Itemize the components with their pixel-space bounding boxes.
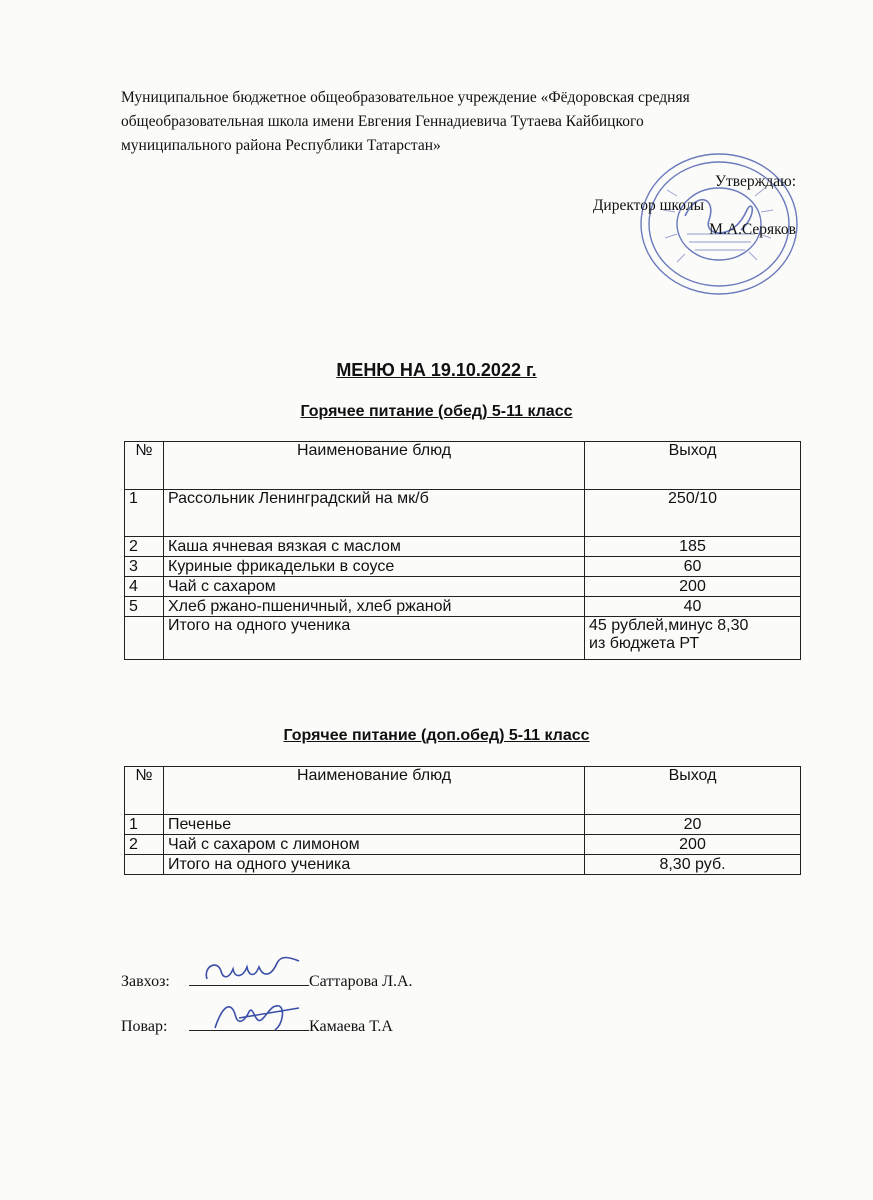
total-label: Итого на одного ученика xyxy=(164,617,585,660)
approval-block xyxy=(593,170,796,242)
total-row xyxy=(125,855,801,875)
dish-name: Каша ячневая вязкая с маслом xyxy=(164,537,585,557)
approval-label: Утверждаю: xyxy=(715,173,796,190)
total-empty-cell xyxy=(125,617,164,660)
signature-supply-manager xyxy=(121,971,413,991)
dish-output: 185 xyxy=(585,537,801,557)
dish-output: 20 xyxy=(585,815,801,835)
extra-lunch-table xyxy=(124,766,801,875)
row-number: 2 xyxy=(125,537,164,557)
table-row xyxy=(125,577,801,597)
row-number: 3 xyxy=(125,557,164,577)
lunch-table xyxy=(124,441,801,660)
table-row xyxy=(125,597,801,617)
col-number-header: № xyxy=(125,767,164,815)
dish-name: Чай с сахаром xyxy=(164,577,585,597)
org-line-1: Муниципальное бюджетное общеобразовательное учреждение «Фёдоровская средняя xyxy=(121,89,690,106)
total-empty-cell xyxy=(125,855,164,875)
dish-name: Куриные фрикадельки в соусе xyxy=(164,557,585,577)
total-value: 8,30 руб. xyxy=(585,855,801,875)
col-name-header: Наименование блюд xyxy=(164,767,585,815)
menu-title: МЕНЮ НА 19.10.2022 г. xyxy=(336,360,537,380)
director-name: М.А.Серяков xyxy=(709,221,796,238)
signature-line xyxy=(189,971,309,986)
org-line-2: общеобразовательная школа имени Евгения Геннадиевича Тутаева Кайбицкого xyxy=(121,113,644,130)
col-output-header: Выход xyxy=(585,767,801,815)
dish-output: 60 xyxy=(585,557,801,577)
total-row xyxy=(125,617,801,660)
handwritten-signature-icon xyxy=(209,994,309,1034)
lunch-heading: Горячее питание (обед) 5-11 класс xyxy=(300,403,573,420)
signature-name: Саттарова Л.А. xyxy=(309,973,413,990)
col-name-header: Наименование блюд xyxy=(164,442,585,490)
row-number: 2 xyxy=(125,835,164,855)
row-number: 1 xyxy=(125,490,164,537)
dish-name: Хлеб ржано-пшеничный, хлеб ржаной xyxy=(164,597,585,617)
table-row xyxy=(125,835,801,855)
extra-lunch-heading: Горячее питание (доп.обед) 5-11 класс xyxy=(283,727,590,744)
table-row xyxy=(125,557,801,577)
dish-name: Чай с сахаром с лимоном xyxy=(164,835,585,855)
row-number: 5 xyxy=(125,597,164,617)
org-line-3: муниципального района Республики Татарстан» xyxy=(121,137,441,154)
total-value-line-1: 45 рублей,минус 8,30 xyxy=(589,617,749,634)
row-number: 1 xyxy=(125,815,164,835)
col-output-header: Выход xyxy=(585,442,801,490)
dish-output: 200 xyxy=(585,835,801,855)
organization-header xyxy=(121,86,781,158)
table-row xyxy=(125,490,801,537)
handwritten-signature-icon xyxy=(199,949,309,989)
dish-name: Рассольник Ленинградский на мк/б xyxy=(164,490,585,537)
total-value xyxy=(585,617,801,660)
signature-name: Камаева Т.А xyxy=(309,1018,393,1035)
row-number: 4 xyxy=(125,577,164,597)
table-row xyxy=(125,815,801,835)
dish-output: 40 xyxy=(585,597,801,617)
total-label: Итого на одного ученика xyxy=(164,855,585,875)
director-position: Директор школы xyxy=(592,197,704,214)
total-value-line-2: из бюджета РТ xyxy=(589,635,700,652)
signature-role: Повар: xyxy=(121,1018,168,1035)
table-header-row xyxy=(125,442,801,490)
dish-name: Печенье xyxy=(164,815,585,835)
table-header-row xyxy=(125,767,801,815)
signature-role: Завхоз: xyxy=(121,973,170,990)
signature-line xyxy=(189,1016,309,1031)
table-row xyxy=(125,537,801,557)
dish-output: 200 xyxy=(585,577,801,597)
dish-output: 250/10 xyxy=(585,490,801,537)
col-number-header: № xyxy=(125,442,164,490)
signature-cook xyxy=(121,1016,393,1036)
